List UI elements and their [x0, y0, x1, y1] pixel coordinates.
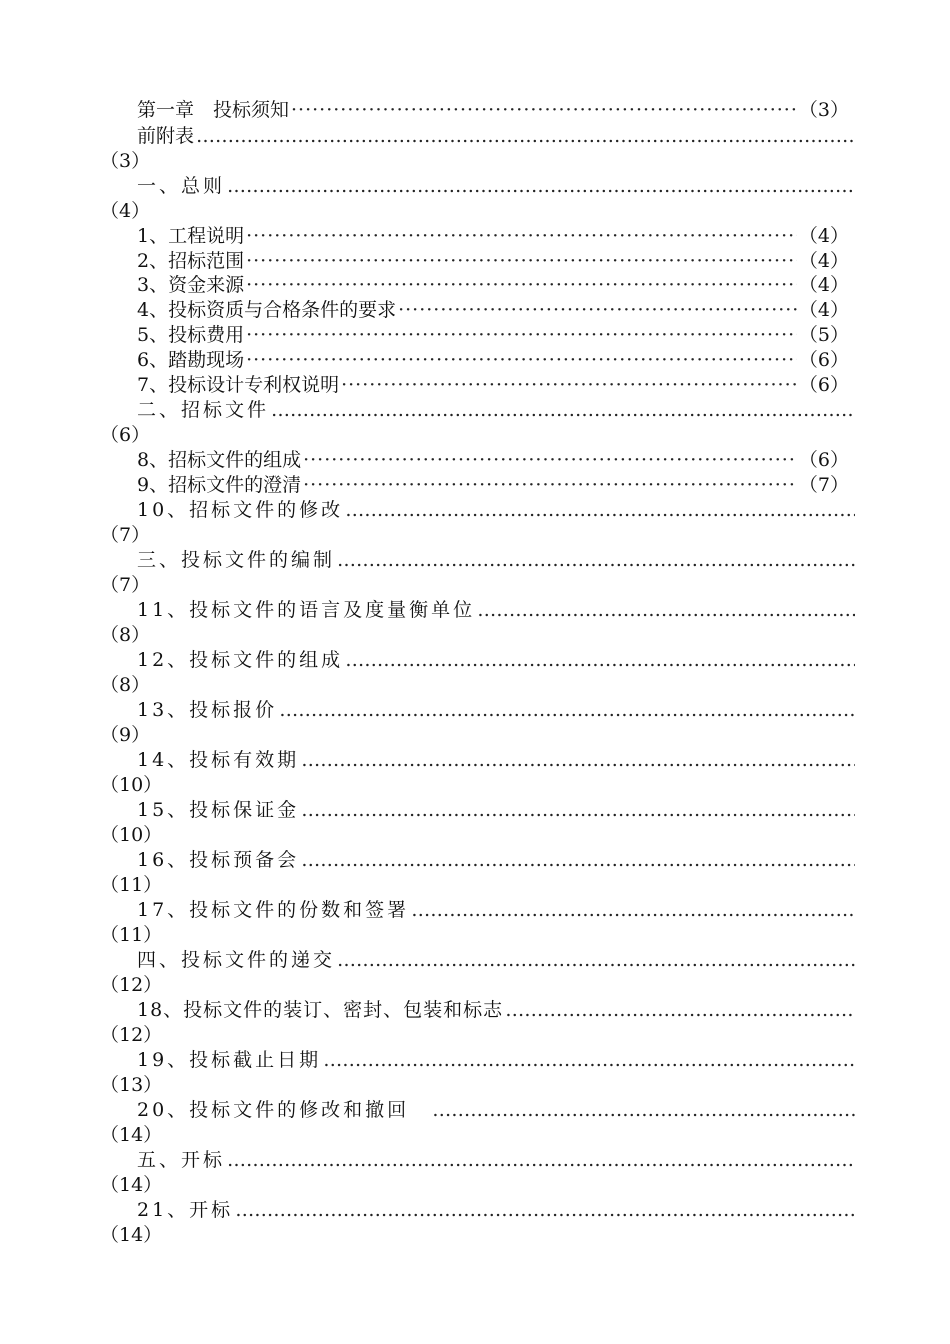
toc-entry[interactable]	[137, 224, 849, 249]
toc-entry-page: （9）	[100, 724, 151, 746]
toc-entry-page: （7）	[100, 574, 151, 596]
toc-entry[interactable]	[137, 798, 857, 823]
toc-entry[interactable]	[137, 848, 857, 873]
toc-entry-label: 10、招标文件的修改	[137, 499, 344, 521]
toc-entry-page: （4）	[100, 200, 151, 222]
dot-leader	[279, 698, 855, 723]
toc-entry-label: 18、投标文件的装订、密封、包装和标志	[137, 999, 504, 1021]
toc-entry[interactable]	[137, 298, 849, 323]
toc-entry[interactable]	[137, 748, 857, 773]
toc-entry-label: 5、投标费用	[137, 324, 245, 346]
toc-entry-label: 7、投标设计专利权说明	[137, 374, 340, 396]
toc-entry[interactable]	[137, 373, 849, 398]
dot-leader	[246, 323, 797, 348]
dot-leader	[227, 1148, 855, 1173]
dot-leader	[246, 224, 797, 249]
toc-entry[interactable]	[137, 1198, 857, 1223]
toc-entry-page: （14）	[100, 1174, 163, 1196]
toc-entry[interactable]	[137, 448, 849, 473]
toc-entry-label: 20、投标文件的修改和撤回	[137, 1099, 419, 1121]
toc-entry-label: 4、投标资质与合格条件的要求	[137, 299, 397, 321]
dot-leader	[303, 473, 797, 498]
toc-entry-label: 二、招标文件	[137, 399, 270, 421]
dot-leader	[291, 98, 797, 123]
toc-entry-page: （11）	[100, 924, 163, 946]
toc-entry-label: 三、投标文件的编制	[137, 549, 336, 571]
toc-entry-page: （4）	[798, 274, 849, 296]
toc-entry-label: 15、投标保证金	[137, 799, 300, 821]
toc-entry[interactable]	[137, 1098, 857, 1123]
toc-entry[interactable]	[137, 1048, 857, 1073]
toc-entry-label: 前附表	[137, 125, 195, 147]
toc-entry-label: 四、投标文件的递交	[137, 949, 336, 971]
dot-leader	[337, 548, 855, 573]
toc-entry-page: （7）	[100, 524, 151, 546]
toc-entry[interactable]	[137, 473, 849, 498]
toc-entry[interactable]	[137, 648, 857, 673]
toc-entry-page: （13）	[100, 1074, 163, 1096]
dot-leader	[246, 249, 797, 274]
dot-leader	[323, 1048, 855, 1073]
dot-leader	[341, 373, 797, 398]
toc-entry[interactable]	[137, 249, 849, 274]
dot-leader	[301, 748, 855, 773]
toc-entry-page: （8）	[100, 624, 151, 646]
dot-leader	[337, 948, 855, 973]
dot-leader	[345, 498, 855, 523]
toc-entry-page: （6）	[100, 424, 151, 446]
toc-entry[interactable]	[137, 598, 857, 623]
toc-entry[interactable]	[137, 98, 849, 123]
toc-entry-label: 21、开标	[137, 1199, 234, 1221]
toc-entry-page: （14）	[100, 1124, 163, 1146]
toc-entry-page: （12）	[100, 974, 163, 996]
toc-entry[interactable]	[137, 548, 857, 573]
toc-entry-label: 19、投标截止日期	[137, 1049, 322, 1071]
toc-entry-label: 8、招标文件的组成	[137, 449, 302, 471]
toc-entry-page: （6）	[798, 349, 849, 371]
toc-entry-label: 2、招标范围	[137, 250, 245, 272]
dot-leader	[398, 298, 797, 323]
dot-leader	[227, 174, 855, 199]
toc-entry-page: （8）	[100, 674, 151, 696]
dot-leader	[345, 648, 855, 673]
toc-entry[interactable]	[137, 273, 849, 298]
toc-entry-label: 3、资金来源	[137, 274, 245, 296]
toc-entry-page: （6）	[798, 374, 849, 396]
toc-entry[interactable]	[137, 124, 857, 149]
toc-entry-label: 13、投标报价	[137, 699, 278, 721]
toc-entry-page: （12）	[100, 1024, 163, 1046]
toc-entry[interactable]	[137, 498, 857, 523]
toc-entry-page: （11）	[100, 874, 163, 896]
toc-entry-page: （6）	[798, 449, 849, 471]
toc-entry-label: 14、投标有效期	[137, 749, 300, 771]
toc-entry-page: （7）	[798, 474, 849, 496]
dot-leader	[246, 348, 797, 373]
toc-entry-page: （4）	[798, 225, 849, 247]
toc-entry[interactable]	[137, 698, 857, 723]
dot-leader	[235, 1198, 855, 1223]
toc-entry-page: （3）	[100, 150, 151, 172]
toc-entry-label: 9、招标文件的澄清	[137, 474, 302, 496]
toc-entry-page: （10）	[100, 774, 163, 796]
toc-entry-page: （10）	[100, 824, 163, 846]
toc-entry-page: （14）	[100, 1224, 163, 1246]
toc-entry-page: （5）	[798, 324, 849, 346]
dot-leader	[196, 124, 855, 149]
toc-entry[interactable]	[137, 948, 857, 973]
dot-leader	[411, 898, 855, 923]
toc-entry-page: （3）	[798, 99, 849, 121]
toc-entry-label: 6、踏勘现场	[137, 349, 245, 371]
dot-leader	[477, 598, 855, 623]
toc-entry-label: 12、投标文件的组成	[137, 649, 344, 671]
dot-leader	[246, 273, 797, 298]
toc-entry[interactable]	[137, 174, 857, 199]
toc-entry-label: 17、投标文件的份数和签署	[137, 899, 410, 921]
dot-leader	[301, 798, 855, 823]
toc-entry-label: 五、开标	[137, 1149, 226, 1171]
toc-entry-page: （4）	[798, 299, 849, 321]
toc-entry[interactable]	[137, 348, 849, 373]
dot-leader	[303, 448, 797, 473]
toc-entry[interactable]	[137, 323, 849, 348]
dot-leader	[505, 998, 855, 1023]
toc-entry-label: 16、投标预备会	[137, 849, 300, 871]
toc-entry-page: （4）	[798, 250, 849, 272]
dot-leader	[432, 1098, 855, 1123]
toc-entry-label: 第一章 投标须知	[137, 99, 290, 121]
toc-entry-label: 11、投标文件的语言及度量衡单位	[137, 599, 476, 621]
toc-entry[interactable]	[137, 998, 857, 1023]
toc-entry[interactable]	[137, 1148, 857, 1173]
dot-leader	[271, 398, 855, 423]
toc-entry[interactable]	[137, 898, 857, 923]
toc-entry-label: 一、总则	[137, 175, 226, 197]
dot-leader	[301, 848, 855, 873]
toc-entry-label: 1、工程说明	[137, 225, 245, 247]
toc-entry[interactable]	[137, 398, 857, 423]
